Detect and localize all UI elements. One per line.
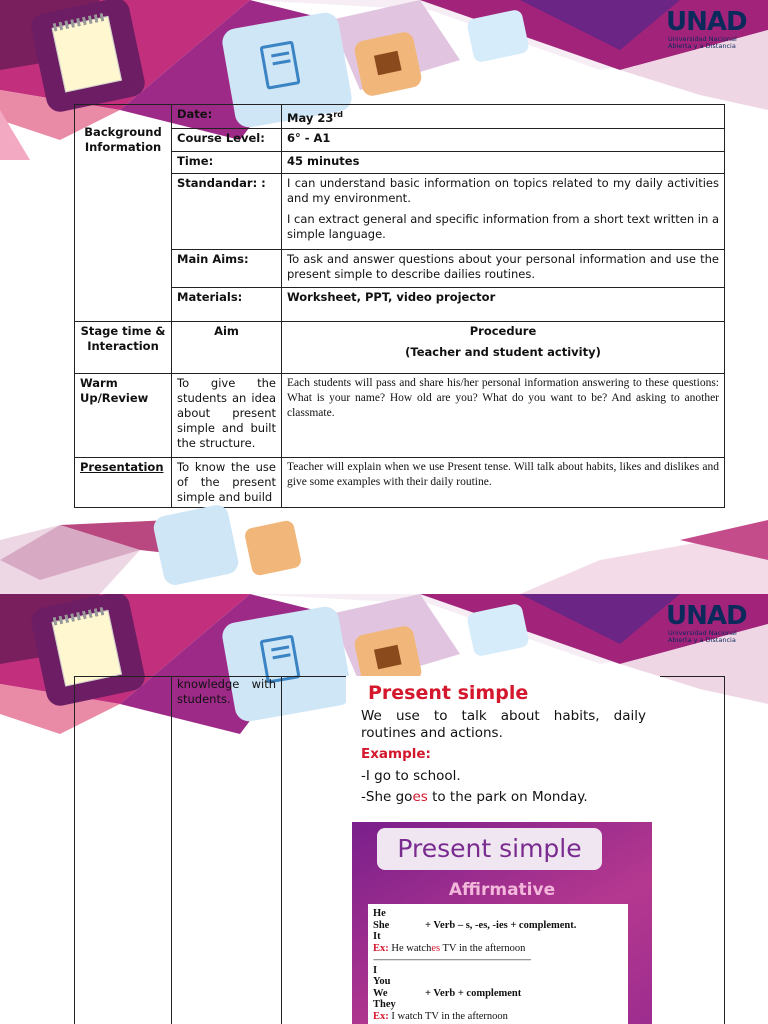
materials-key: Materials: bbox=[172, 287, 282, 321]
footer-decoration bbox=[0, 520, 768, 594]
presentation-row bbox=[75, 457, 725, 507]
warmup-aim: To give the students an idea about present simple and built the structure. bbox=[172, 373, 282, 457]
presentation-aim: To know the use of the present simple and build bbox=[172, 457, 282, 507]
pronoun-i: I bbox=[373, 964, 378, 976]
main-aims-row bbox=[75, 249, 725, 287]
procedure-header-line-1: Procedure bbox=[469, 323, 537, 338]
example-2: -She goes to the park on Monday. bbox=[361, 789, 588, 805]
present-simple-slide bbox=[346, 676, 660, 814]
course-level-value: 6° - A1 bbox=[282, 128, 725, 151]
separator: ---------------------------------------------------------------------- bbox=[373, 954, 531, 965]
warmup-procedure: Each students will pass and share his/her personal information answering to these questions: What is your name? How old are you? What do you want to be? And asking to another classmate. bbox=[282, 373, 725, 457]
pronoun-he: He bbox=[373, 908, 386, 919]
logo-subtitle-1: Universidad Nacional bbox=[668, 629, 737, 637]
procedure-header-line-2: (Teacher and student activity) bbox=[405, 344, 601, 359]
logo-subtitle-1: Universidad Nacional bbox=[668, 35, 737, 43]
time-key: Time: bbox=[172, 151, 282, 173]
time-value: 45 minutes bbox=[282, 151, 725, 173]
affirmative-heading: Affirmative bbox=[448, 880, 556, 900]
example-label: Example: bbox=[361, 746, 431, 762]
standard-row bbox=[75, 173, 725, 249]
course-level-row bbox=[75, 128, 725, 151]
date-key: Date: bbox=[172, 105, 282, 129]
main-aims-value: To ask and answer questions about your personal information and use the present simple to describe dailies routines. bbox=[282, 249, 725, 287]
rule-third-person: + Verb – s, -es, -ies + complement. bbox=[425, 919, 577, 931]
procedure-header bbox=[282, 321, 725, 373]
pronoun-it: It bbox=[373, 931, 381, 942]
standard-text-1: I can understand basic information on topics related to my daily activities and my environment. bbox=[287, 175, 719, 205]
background-label: Background Information bbox=[75, 105, 172, 322]
pronoun-we: We + Verb + complement bbox=[373, 987, 522, 999]
logo-wordmark: UNAD bbox=[666, 601, 747, 631]
pronoun-you: You bbox=[373, 976, 391, 987]
date-row bbox=[75, 105, 725, 129]
presentation-procedure: Teacher will explain when we use Present tense. Will talk about habits, likes and dislikes and give some examples with their daily routine. bbox=[282, 457, 725, 507]
pronoun-she: She + Verb – s, -es, -ies + complement. bbox=[373, 919, 577, 931]
empty-stage-cell bbox=[75, 677, 172, 1024]
tile-decoration bbox=[244, 519, 303, 576]
aim-header: Aim bbox=[172, 321, 282, 373]
warmup-row bbox=[75, 373, 725, 457]
rule-base-form: + Verb + complement bbox=[425, 987, 522, 999]
logo-subtitle-2: Abierta y a Distancia bbox=[668, 42, 736, 50]
course-level-key: Course Level: bbox=[172, 128, 282, 151]
slide-title: Present simple bbox=[368, 682, 529, 704]
unad-logo bbox=[666, 602, 746, 658]
page-gap bbox=[0, 520, 768, 594]
materials-row bbox=[75, 287, 725, 321]
unad-logo bbox=[666, 8, 746, 64]
materials-value: Worksheet, PPT, video projector bbox=[282, 287, 725, 321]
example-1: -I go to school. bbox=[361, 768, 461, 784]
lesson-plan-table bbox=[74, 104, 725, 508]
standard-key: Standandar: : bbox=[172, 173, 282, 249]
notepad-icon bbox=[29, 0, 148, 114]
date-value: May 23rd bbox=[282, 105, 725, 129]
example-third-person: Ex: He watches TV in the afternoon bbox=[373, 942, 526, 954]
affirmative-rules bbox=[368, 904, 628, 1024]
standard-text-2: I can extract general and specific information from a short text written in a simple language. bbox=[287, 211, 719, 241]
time-row bbox=[75, 151, 725, 173]
warmup-stage: Warm Up/Review bbox=[75, 373, 172, 457]
stage-header: Stage time & Interaction bbox=[75, 321, 172, 373]
presentation-aim-continued: knowledge with students. bbox=[172, 677, 282, 1024]
pronoun-they: They bbox=[373, 999, 396, 1010]
slide-explanation: We use to talk about habits, daily routines and actions. bbox=[361, 708, 646, 741]
logo-subtitle-2: Abierta y a Distancia bbox=[668, 636, 736, 644]
example-base-form: Ex: I watch TV in the afternoon bbox=[373, 1010, 508, 1022]
main-aims-key: Main Aims: bbox=[172, 249, 282, 287]
affirmative-slide-title: Present simple bbox=[377, 828, 602, 870]
stages-header-row bbox=[75, 321, 725, 373]
affirmative-slide bbox=[352, 822, 652, 1024]
document-page-2 bbox=[0, 594, 768, 1024]
logo-wordmark: UNAD bbox=[666, 7, 747, 37]
presentation-stage: Presentation bbox=[75, 457, 172, 507]
standard-value bbox=[282, 173, 725, 249]
